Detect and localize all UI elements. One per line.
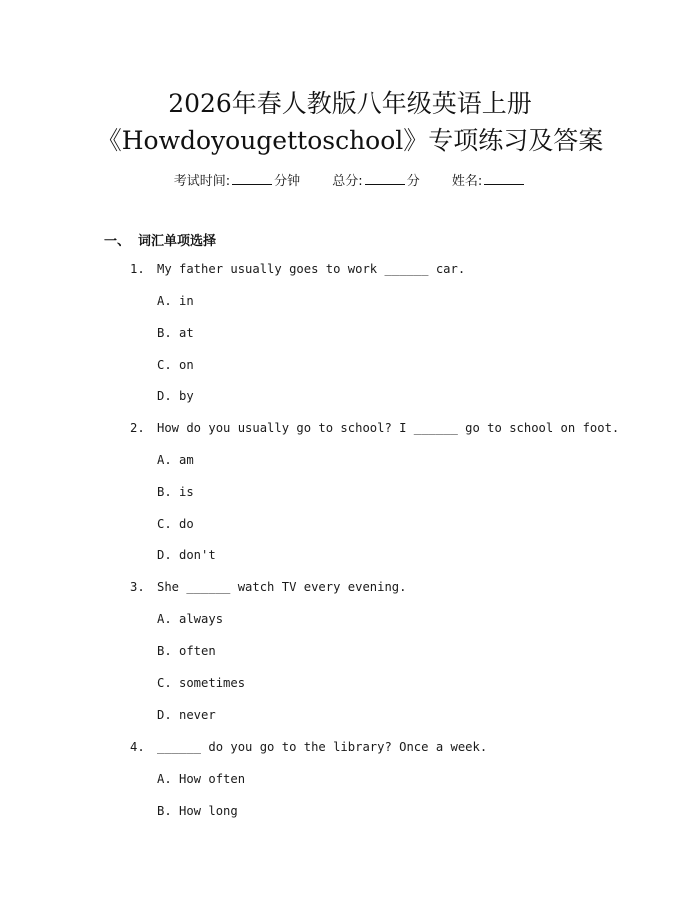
question-number: 3. xyxy=(130,580,145,594)
question-3-option-a: A. always xyxy=(157,612,224,626)
section-number: 一、 xyxy=(104,234,131,249)
question-2-option-c: C. do xyxy=(157,517,194,531)
question-3-option-b: B. often xyxy=(157,644,216,658)
total-score-field xyxy=(332,170,419,189)
exam-time-blank xyxy=(232,172,272,185)
question-text: How do you usually go to school? I ______ go to school on foot. xyxy=(157,421,620,435)
question-text: ______ do you go to the library? Once a week. xyxy=(157,740,488,754)
section-heading xyxy=(104,230,216,249)
exam-info-row xyxy=(0,170,700,189)
question-1-option-d: D. by xyxy=(157,389,194,403)
total-score-label: 总分: xyxy=(332,174,363,189)
exam-time-unit: 分钟 xyxy=(274,174,301,189)
student-name-blank xyxy=(484,172,524,185)
student-name-label: 姓名: xyxy=(451,174,483,189)
question-2-option-a: A. am xyxy=(157,453,194,467)
question-1-option-a: A. in xyxy=(157,294,194,308)
question-4-option-b: B. How long xyxy=(157,804,238,818)
question-text: She ______ watch TV every evening. xyxy=(157,580,407,594)
page-title-line-2: 《Howdoyougettoschool》专项练习及答案 xyxy=(96,126,604,155)
question-3-option-d: D. never xyxy=(157,708,216,722)
question-1-option-c: C. on xyxy=(157,358,194,372)
question-1-option-b: B. at xyxy=(157,326,194,340)
question-2-option-b: B. is xyxy=(157,485,194,499)
question-4-option-a: A. How often xyxy=(157,772,246,786)
student-name-field xyxy=(452,170,526,189)
question-2-option-d: D. don't xyxy=(157,548,216,562)
question-number: 2. xyxy=(130,421,145,435)
exam-time-field xyxy=(174,170,300,189)
total-score-unit: 分 xyxy=(406,174,420,189)
section-title: 词汇单项选择 xyxy=(138,234,217,249)
page-title-line-1: 2026年春人教版八年级英语上册 xyxy=(168,89,532,118)
question-3-option-c: C. sometimes xyxy=(157,676,246,690)
question-number: 4. xyxy=(130,740,145,754)
question-number: 1. xyxy=(130,262,145,276)
total-score-blank xyxy=(365,172,405,185)
exam-time-label: 考试时间: xyxy=(173,174,231,189)
question-text: My father usually goes to work ______ car. xyxy=(157,262,466,276)
